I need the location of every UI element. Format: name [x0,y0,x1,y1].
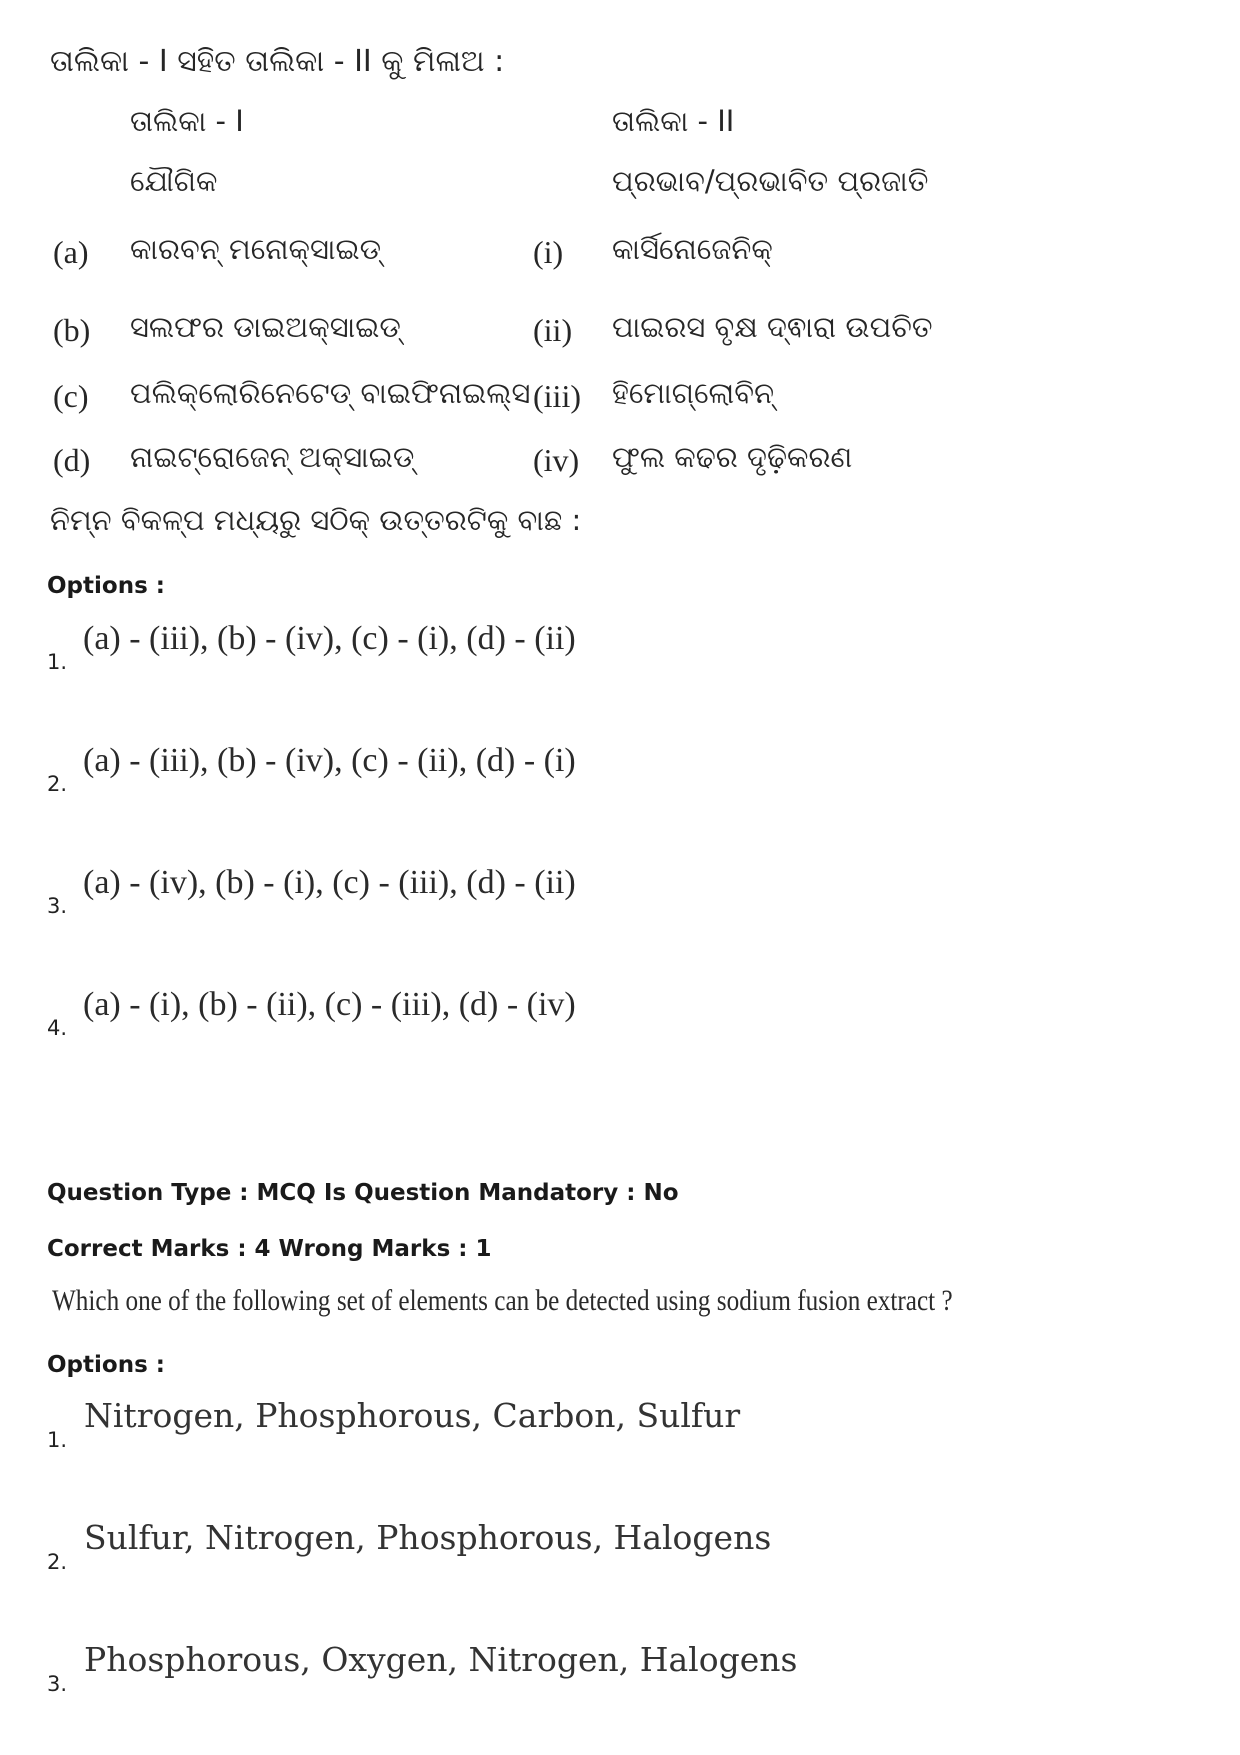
q1-option-4-number: 4. [47,1016,68,1040]
q2-option-1[interactable]: Nitrogen, Phosphorous, Carbon, Sulfur [84,1396,741,1435]
q2-meta-type: Question Type : MCQ Is Question Mandatory : No [47,1180,679,1206]
row-ii-key: (ii) [533,312,573,348]
row-ii-text: ପାଇରସ ବୃକ୍ଷ ଦ୍ଵାରା ଉପଚିତ [612,310,933,344]
list2-subheading: ପ୍ରଭାବ/ପ୍ରଭାବିତ ପ୍ରଜାତି [612,164,929,198]
row-a-key: (a) [53,234,89,270]
q1-option-2-number: 2. [47,772,68,796]
q1-instruction: ତାଲିକା - I ସହିତ ତାଲିକା - II କୁ ମିଳାଅ : [50,44,505,79]
q1-option-1-number: 1. [47,650,68,674]
list2-heading: ତାଲିକା - II [612,104,735,138]
row-iii-text: ହିମୋଗ୍ଲୋବିନ୍ [612,376,775,410]
row-d-text: ନାଇଟ୍ରୋଜେନ୍ ଅକ୍ସାଇଡ୍ [130,440,415,474]
row-iii-key: (iii) [533,378,581,414]
q2-option-1-number: 1. [47,1428,68,1452]
q2-option-2[interactable]: Sulfur, Nitrogen, Phosphorous, Halogens [84,1518,772,1557]
row-b-text: ସଲଫର ଡାଇଅକ୍ସାଇଡ୍ [130,310,401,344]
q1-option-3-number: 3. [47,894,68,918]
list1-heading: ତାଲିକା - I [130,104,244,138]
row-c-text: ପଲିକ୍ଲୋରିନେଟେଡ୍ ବାଇଫିନାଇଲ୍ସ [130,376,531,410]
row-iv-text: ଫୁଲ କଢର ଦୃଢ଼ିକରଣ [612,440,853,474]
row-i-text: କାର୍ସିନୋଜେନିକ୍ [612,232,773,266]
list1-subheading: ଯୌଗିକ [130,164,218,198]
q2-option-3[interactable]: Phosphorous, Oxygen, Nitrogen, Halogens [84,1640,798,1679]
row-c-key: (c) [53,378,89,414]
q1-option-4[interactable]: (a) - (i), (b) - (ii), (c) - (iii), (d) - (iv) [83,986,576,1023]
row-iv-key: (iv) [533,442,580,478]
q1-option-1[interactable]: (a) - (iii), (b) - (iv), (c) - (i), (d) - (ii) [83,620,576,657]
row-d-key: (d) [53,442,91,478]
q1-options-label: Options : [47,573,165,599]
q2-question-text: Which one of the following set of elements can be detected using sodium fusion extract ? [52,1284,953,1317]
q2-option-2-number: 2. [47,1550,68,1574]
q2-meta-marks: Correct Marks : 4 Wrong Marks : 1 [47,1236,492,1262]
row-b-key: (b) [53,312,91,348]
row-a-text: କାରବନ୍ ମନୋକ୍ସାଇଡ୍ [130,232,382,266]
row-i-key: (i) [533,234,564,270]
choose-instruction: ନିମ୍ନ ବିକଳ୍ପ ମଧ୍ୟରୁ ସଠିକ୍ ଉତ୍ତରଟିକୁ ବାଛ : [50,503,582,537]
q1-option-3[interactable]: (a) - (iv), (b) - (i), (c) - (iii), (d) - (ii) [83,864,576,901]
q2-option-3-number: 3. [47,1672,68,1696]
q1-option-2[interactable]: (a) - (iii), (b) - (iv), (c) - (ii), (d) - (i) [83,742,576,779]
q2-options-label: Options : [47,1352,165,1378]
